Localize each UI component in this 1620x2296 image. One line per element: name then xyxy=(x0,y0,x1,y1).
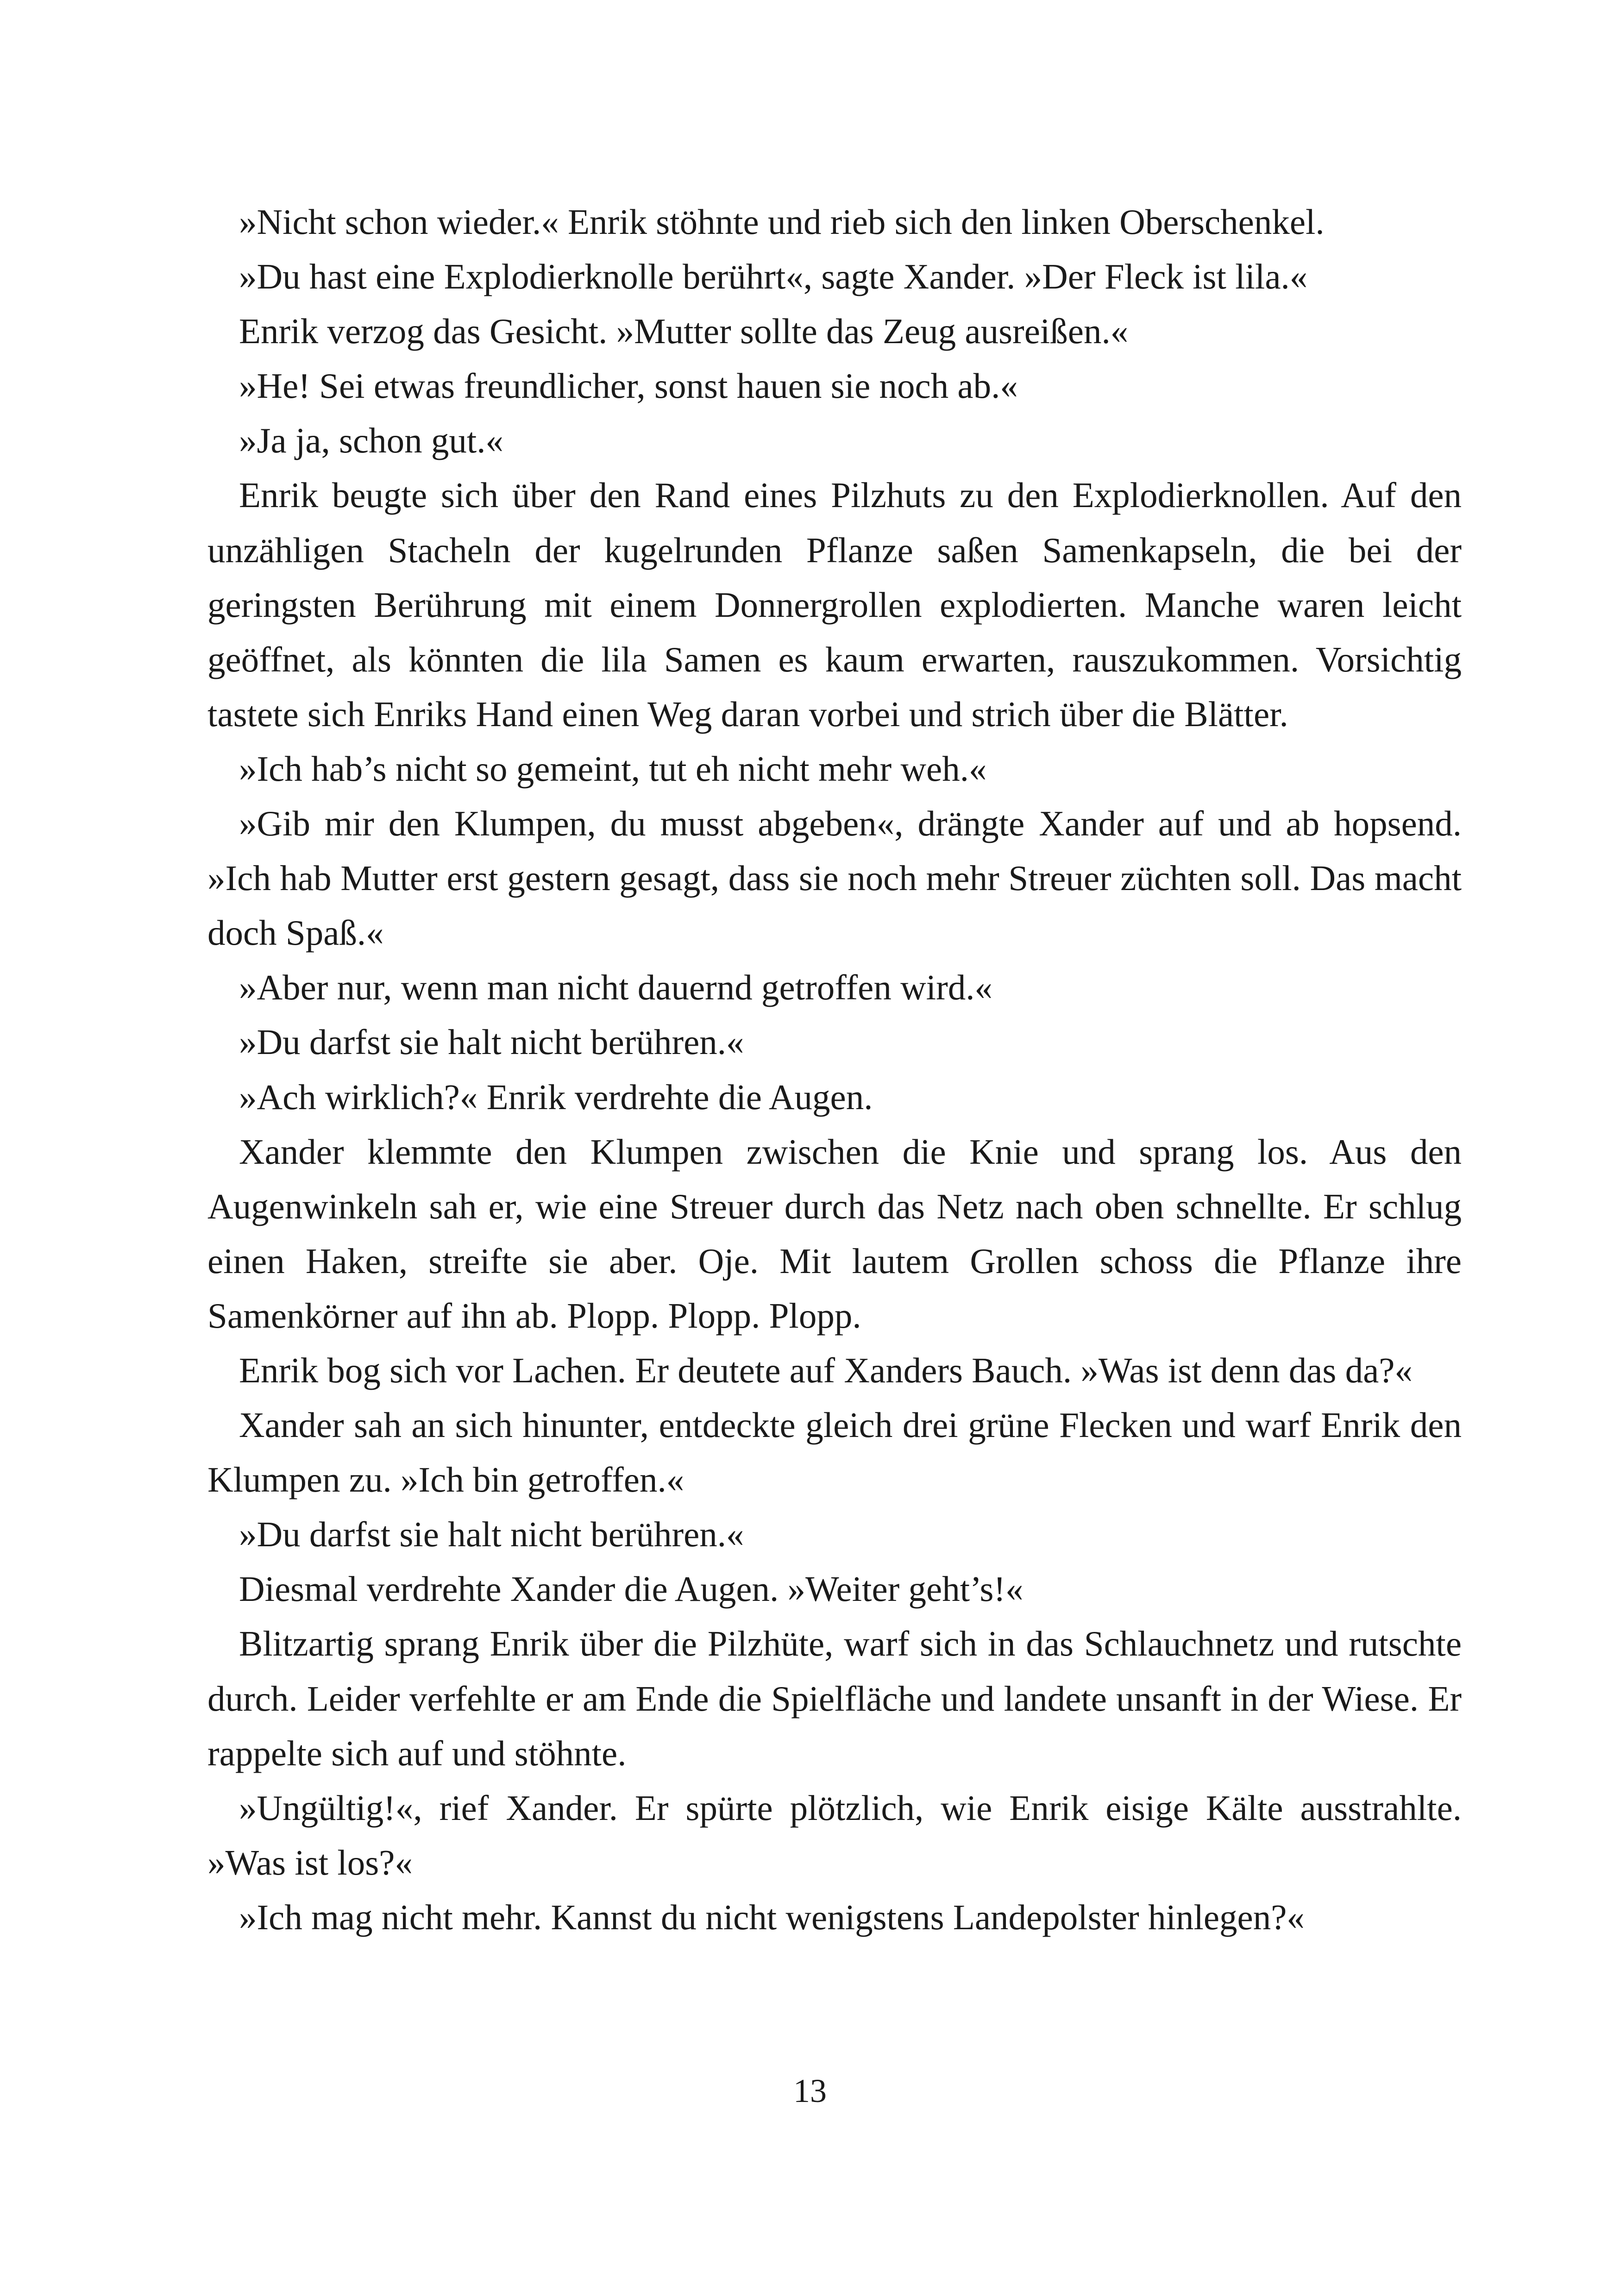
paragraph: Xander klemmte den Klumpen zwischen die Knie und sprang los. Aus den Augenwinkeln sah er, wie eine Streuer durch das Netz nach oben schnellte. Er schlug einen Haken, streifte sie aber. Oje. Mit lautem Grollen schoss die Pflanze ihre Samenkörner auf ihn ab. Plopp. Plopp. Plopp. xyxy=(207,1131,1462,1336)
paragraph: »Ja ja, schon gut.« xyxy=(239,420,503,461)
page-number: 13 xyxy=(793,2072,827,2109)
paragraph: Enrik beugte sich über den Rand eines Pilzhuts zu den Explodierknollen. Auf den unzähligen Stacheln der kugelrunden Pflanze saßen Samenkapseln, die bei der geringsten Berührung mit einem Donnergrollen explodierten. Manche waren leicht geöffnet, als könnten die lila Samen es kaum erwarten, rauszukommen. Vorsichtig tastete sich Enriks Hand einen Weg daran vorbei und strich über die Blätter. xyxy=(207,475,1462,734)
paragraph: Enrik bog sich vor Lachen. Er deutete auf Xanders Bauch. »Was ist denn das da?« xyxy=(239,1350,1413,1390)
paragraph: Xander sah an sich hinunter, entdeckte gleich drei grüne Flecken und warf Enrik den Klumpen zu. »Ich bin getroffen.« xyxy=(207,1405,1462,1500)
paragraph: »Ich mag nicht mehr. Kannst du nicht wenigstens Landepolster hinlegen?« xyxy=(239,1897,1305,1937)
paragraph: »Ich hab’s nicht so gemeint, tut eh nicht mehr weh.« xyxy=(239,748,987,789)
paragraph: »Aber nur, wenn man nicht dauernd getroffen wird.« xyxy=(239,967,992,1008)
paragraph: »Ungültig!«, rief Xander. Er spürte plötzlich, wie Enrik eisige Kälte ausstrahlte. »Was ist los?« xyxy=(207,1788,1462,1882)
paragraph: »Du darfst sie halt nicht berühren.« xyxy=(239,1022,744,1062)
paragraph: »He! Sei etwas freundlicher, sonst hauen sie noch ab.« xyxy=(239,366,1018,406)
paragraph: »Du darfst sie halt nicht berühren.« xyxy=(239,1514,744,1555)
paragraph: Enrik verzog das Gesicht. »Mutter sollte das Zeug ausreißen.« xyxy=(239,311,1129,351)
paragraph: »Gib mir den Klumpen, du musst abgeben«, drängte Xander auf und ab hopsend. »Ich hab Mutter erst gestern gesagt, dass sie noch mehr Streuer züchten soll. Das macht doch Spaß.« xyxy=(207,803,1462,953)
paragraph: »Ach wirklich?« Enrik verdrehte die Augen. xyxy=(239,1077,873,1117)
paragraph: Blitzartig sprang Enrik über die Pilzhüte, warf sich in das Schlauchnetz und rutschte durch. Leider verfehlte er am Ende die Spielfläche und landete unsanft in der Wiese. Er rappelte sich auf und stöhnte. xyxy=(207,1624,1462,1773)
paragraph: Diesmal verdrehte Xander die Augen. »Weiter geht’s!« xyxy=(239,1569,1023,1609)
body-text xyxy=(207,194,1462,1945)
paragraph: »Nicht schon wieder.« Enrik stöhnte und rieb sich den linken Oberschenkel. xyxy=(239,202,1325,242)
paragraph: »Du hast eine Explodierknolle berührt«, sagte Xander. »Der Fleck ist lila.« xyxy=(239,257,1308,297)
